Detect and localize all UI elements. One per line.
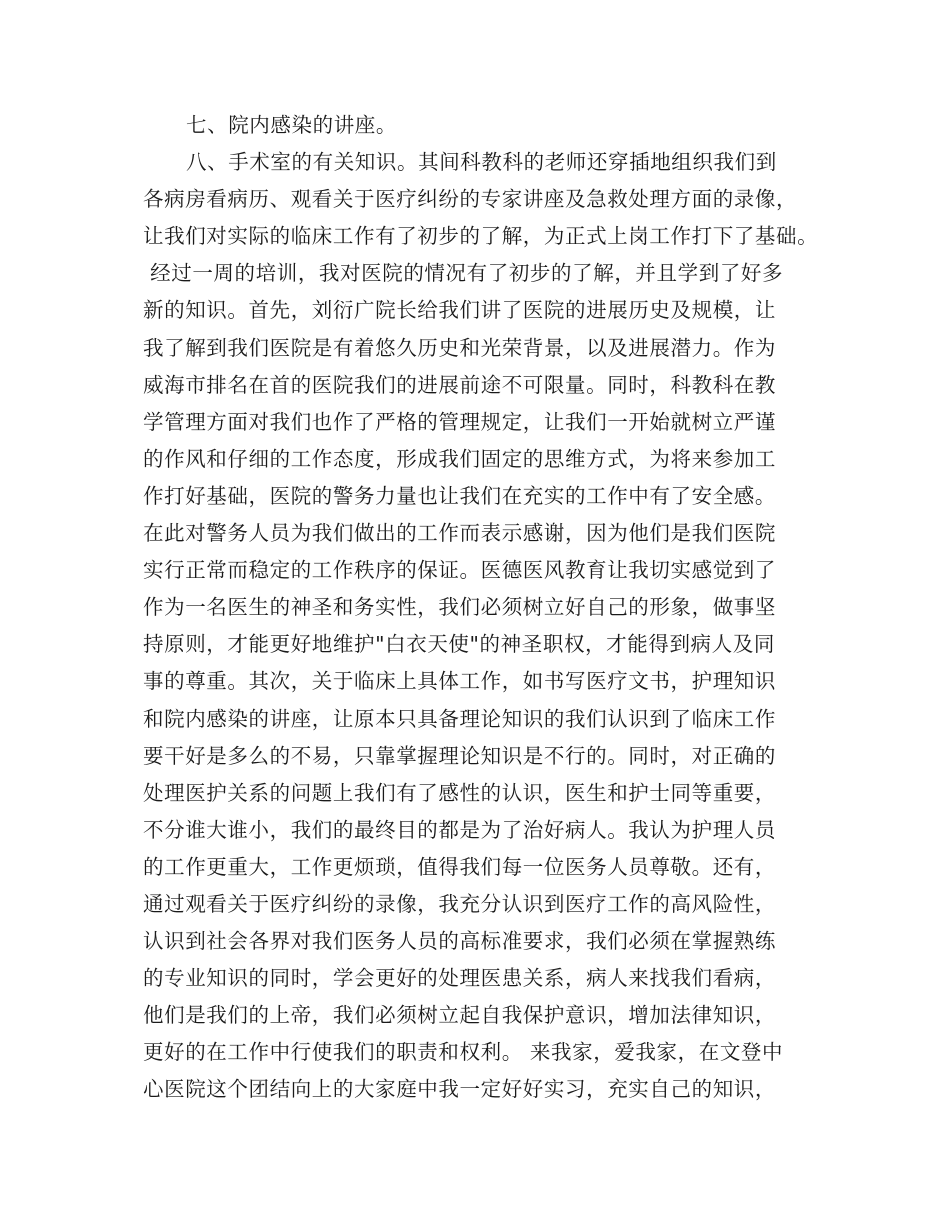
- text-line: 威海市排名在首的医院我们的进展前途不可限量。同时，科教科在教: [143, 372, 776, 397]
- text-line: 的工作更重大，工作更烦琐，值得我们每一位医务人员尊敬。还有，: [143, 854, 776, 879]
- text-line: 不分谁大谁小，我们的最终目的都是为了治好病人。我认为护理人员: [143, 817, 776, 842]
- body-text: [143, 107, 823, 1109]
- text-line: 通过观看关于医疗纠纷的录像，我充分认识到医疗工作的高风险性，: [143, 891, 776, 916]
- text-line: 处理医护关系的问题上我们有了感性的认识，医生和护士同等重要，: [143, 780, 776, 805]
- text-line: 作为一名医生的神圣和务实性，我们必须树立好自己的形象，做事坚: [143, 595, 776, 620]
- text-line: 事的尊重。其次，关于临床上具体工作，如书写医疗文书，护理知识: [143, 669, 776, 694]
- text-line: 经过一周的培训，我对医院的情况有了初步的了解，并且学到了好多: [143, 261, 784, 286]
- text-line: 学管理方面对我们也作了严格的管理规定，让我们一开始就树立严谨: [143, 409, 776, 434]
- text-line: 实行正常而稳定的工作秩序的保证。医德医风教育让我切实感觉到了: [143, 558, 776, 583]
- text-line: 他们是我们的上帝，我们必须树立起自我保护意识，增加法律知识，: [143, 1003, 776, 1028]
- text-line: 八、手术室的有关知识。其间科教科的老师还穿插地组织我们到: [186, 150, 777, 175]
- text-line: 认识到社会各界对我们医务人员的高标准要求，我们必须在掌握熟练: [143, 929, 776, 954]
- text-line: 新的知识。首先，刘衍广院长给我们讲了医院的进展历史及规模，让: [143, 298, 776, 323]
- text-line: 持原则，才能更好地维护"白衣天使"的神圣职权，才能得到病人及同: [143, 632, 775, 657]
- text-line: 让我们对实际的临床工作有了初步的了解，为正式上岗工作打下了基础。: [143, 224, 819, 249]
- text-line: 在此对警务人员为我们做出的工作而表示感谢，因为他们是我们医院: [143, 521, 776, 546]
- text-line: 更好的在工作中行使我们的职责和权利。 来我家，爱我家，在文登中: [143, 1040, 784, 1065]
- text-line: 各病房看病历、观看关于医疗纠纷的专家讲座及急救处理方面的录像，: [143, 187, 798, 212]
- text-line: 我了解到我们医院是有着悠久历史和光荣背景，以及进展潜力。作为: [143, 335, 776, 360]
- text-line: 要干好是多么的不易，只靠掌握理论知识是不行的。同时，对正确的: [143, 743, 776, 768]
- text-line: 和院内感染的讲座，让原本只具备理论知识的我们认识到了临床工作: [143, 706, 776, 731]
- text-line: 心医院这个团结向上的大家庭中我一定好好实习，充实自己的知识，: [143, 1077, 776, 1102]
- text-line: 的作风和仔细的工作态度，形成我们固定的思维方式，为将来参加工: [143, 446, 776, 471]
- text-line: 作打好基础，医院的警务力量也让我们在充实的工作中有了安全感。: [143, 483, 776, 508]
- text-line: 的专业知识的同时，学会更好的处理医患关系，病人来找我们看病，: [143, 966, 776, 991]
- text-line: 七、院内感染的讲座。: [186, 113, 397, 137]
